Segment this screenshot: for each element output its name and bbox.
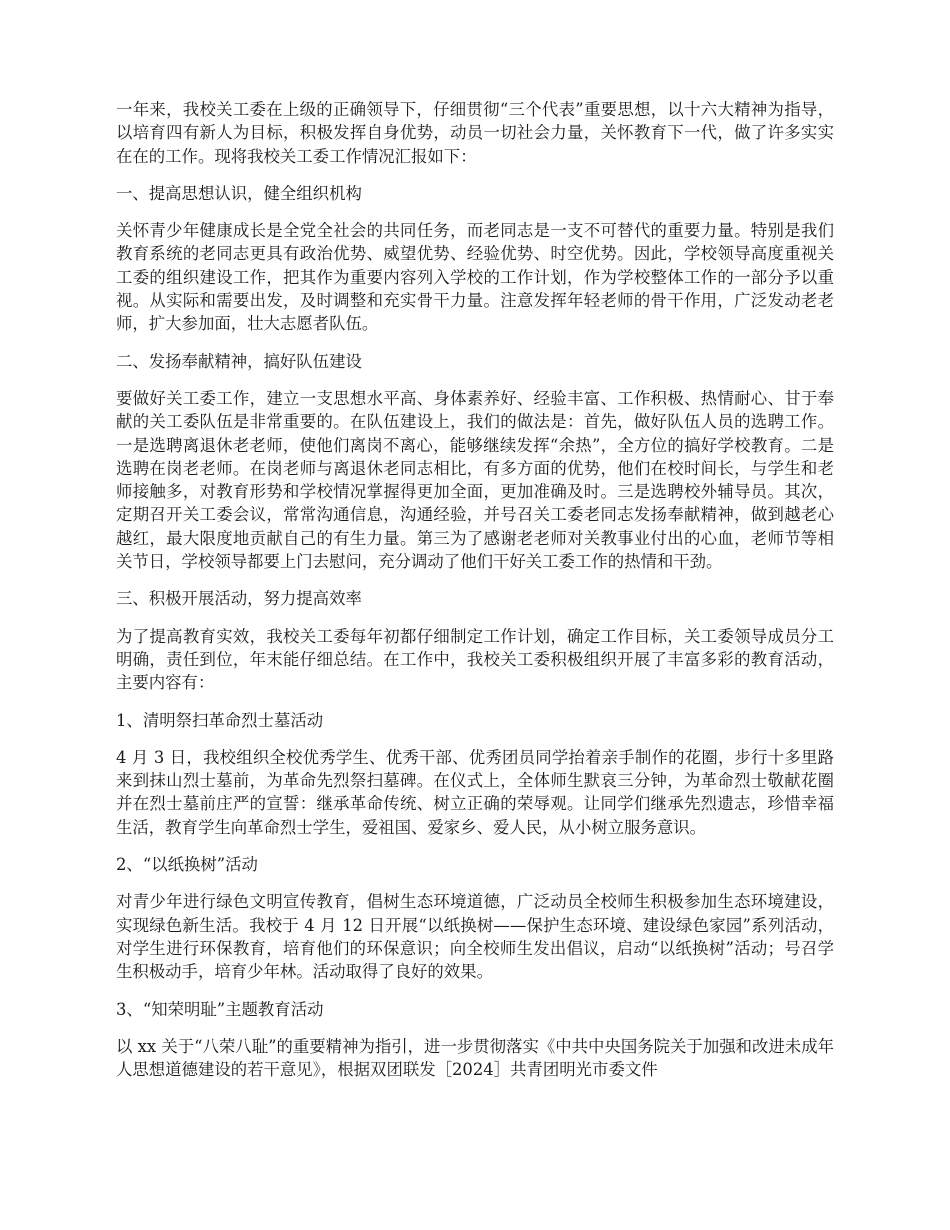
- section-heading-1: 一、提高思想认识，健全组织机构: [116, 183, 362, 203]
- section-2-paragraph: 要做好关工委工作，建立一支思想水平高、身体素养好、经验丰富、工作积极、热情耐心、甘于奉献的关工委队伍是非常重要的。在队伍建设上，我们的做法是：首先，做好队伍人员的选聘工作。一是选聘离退休老老师，使他们离岗不离心，能够继续发挥“余热”，全方位的搞好学校教育。二是选聘在岗老老师。在岗老师与离退休老同志相比，有多方面的优势，他们在校时间长，与学生和老师接触多，对教育形势和学校情况掌握得更加全面，更加准确及时。三是选聘校外辅导员。其次，定期召开关工委会议，常常沟通信息，沟通经验，并号召关工委老同志发扬奉献精神，做到越老心越红，最大限度地贡献自己的有生力量。第三为了感谢老老师对关教事业付出的心血，老师节等相关节日，学校领导都要上门去慰问，充分调动了他们干好关工委工作的热情和干劲。: [116, 388, 834, 572]
- section-heading-3: 三、积极开展活动，努力提高效率: [116, 589, 362, 609]
- activity-3-paragraph: 以 xx 关于“八荣八耻”的重要精神为指引，进一步贯彻落实《中共中央国务院关于加强和改进未成年人思想道德建设的若干意见》，根据双团联发［2024］共青团明光市委文件: [116, 1036, 834, 1080]
- activity-1-paragraph: 4 月 3 日，我校组织全校优秀学生、优秀干部、优秀团员同学抬着亲手制作的花圈，步行十多里路来到抹山烈士墓前，为革命先烈祭扫墓碑。在仪式上，全体师生默哀三分钟，为革命烈士敬献花圈并在烈士墓前庄严的宣誓：继承革命传统、树立正确的荣辱观。让同学们继承先烈遗志，珍惜幸福生活，教育学生向革命烈士学生，爱祖国、爱家乡、爱人民，从小树立服务意识。: [116, 747, 834, 837]
- document-body: [116, 98, 834, 1095]
- section-heading-2: 二、发扬奉献精神，搞好队伍建设: [116, 351, 362, 371]
- activity-heading-1: 1、清明祭扫革命烈士墓活动: [116, 710, 324, 730]
- activity-heading-3: 3、“知荣明耻”主题教育活动: [116, 999, 324, 1019]
- intro-paragraph: 一年来，我校关工委在上级的正确领导下，仔细贯彻“三个代表”重要思想，以十六大精神为指导，以培育四有新人为目标，积极发挥自身优势，动员一切社会力量，关怀教育下一代，做了许多实实在在的工作。现将我校关工委工作情况汇报如下：: [116, 100, 834, 166]
- section-1-paragraph: 关怀青少年健康成长是全党全社会的共同任务，而老同志是一支不可替代的重要力量。特别是我们教育系统的老同志更具有政治优势、威望优势、经验优势、时空优势。因此，学校领导高度重视关工委的组织建设工作，把其作为重要内容列入学校的工作计划，作为学校整体工作的一部分予以重视。从实际和需要出发，及时调整和充实骨干力量。注意发挥年轻老师的骨干作用，广泛发动老老师，扩大参加面，壮大志愿者队伍。: [116, 221, 834, 334]
- activity-2-paragraph: 对青少年进行绿色文明宣传教育，倡树生态环境道德，广泛动员全校师生积极参加生态环境建设，实现绿色新生活。我校于 4 月 12 日开展“以纸换树——保护生态环境、建设绿色家园”系列活动，对学生进行环保教育，培育他们的环保意识；向全校师生发出倡议，启动“以纸换树”活动；号召学生积极动手，培育少年林。活动取得了良好的效果。: [116, 892, 834, 982]
- section-3-paragraph: 为了提高教育实效，我校关工委每年初都仔细制定工作计划，确定工作目标，关工委领导成员分工明确，责任到位，年末能仔细总结。在工作中，我校关工委积极组织开展了丰富多彩的教育活动，主要内容有：: [116, 626, 834, 693]
- activity-heading-2: 2、“以纸换树”活动: [116, 855, 258, 875]
